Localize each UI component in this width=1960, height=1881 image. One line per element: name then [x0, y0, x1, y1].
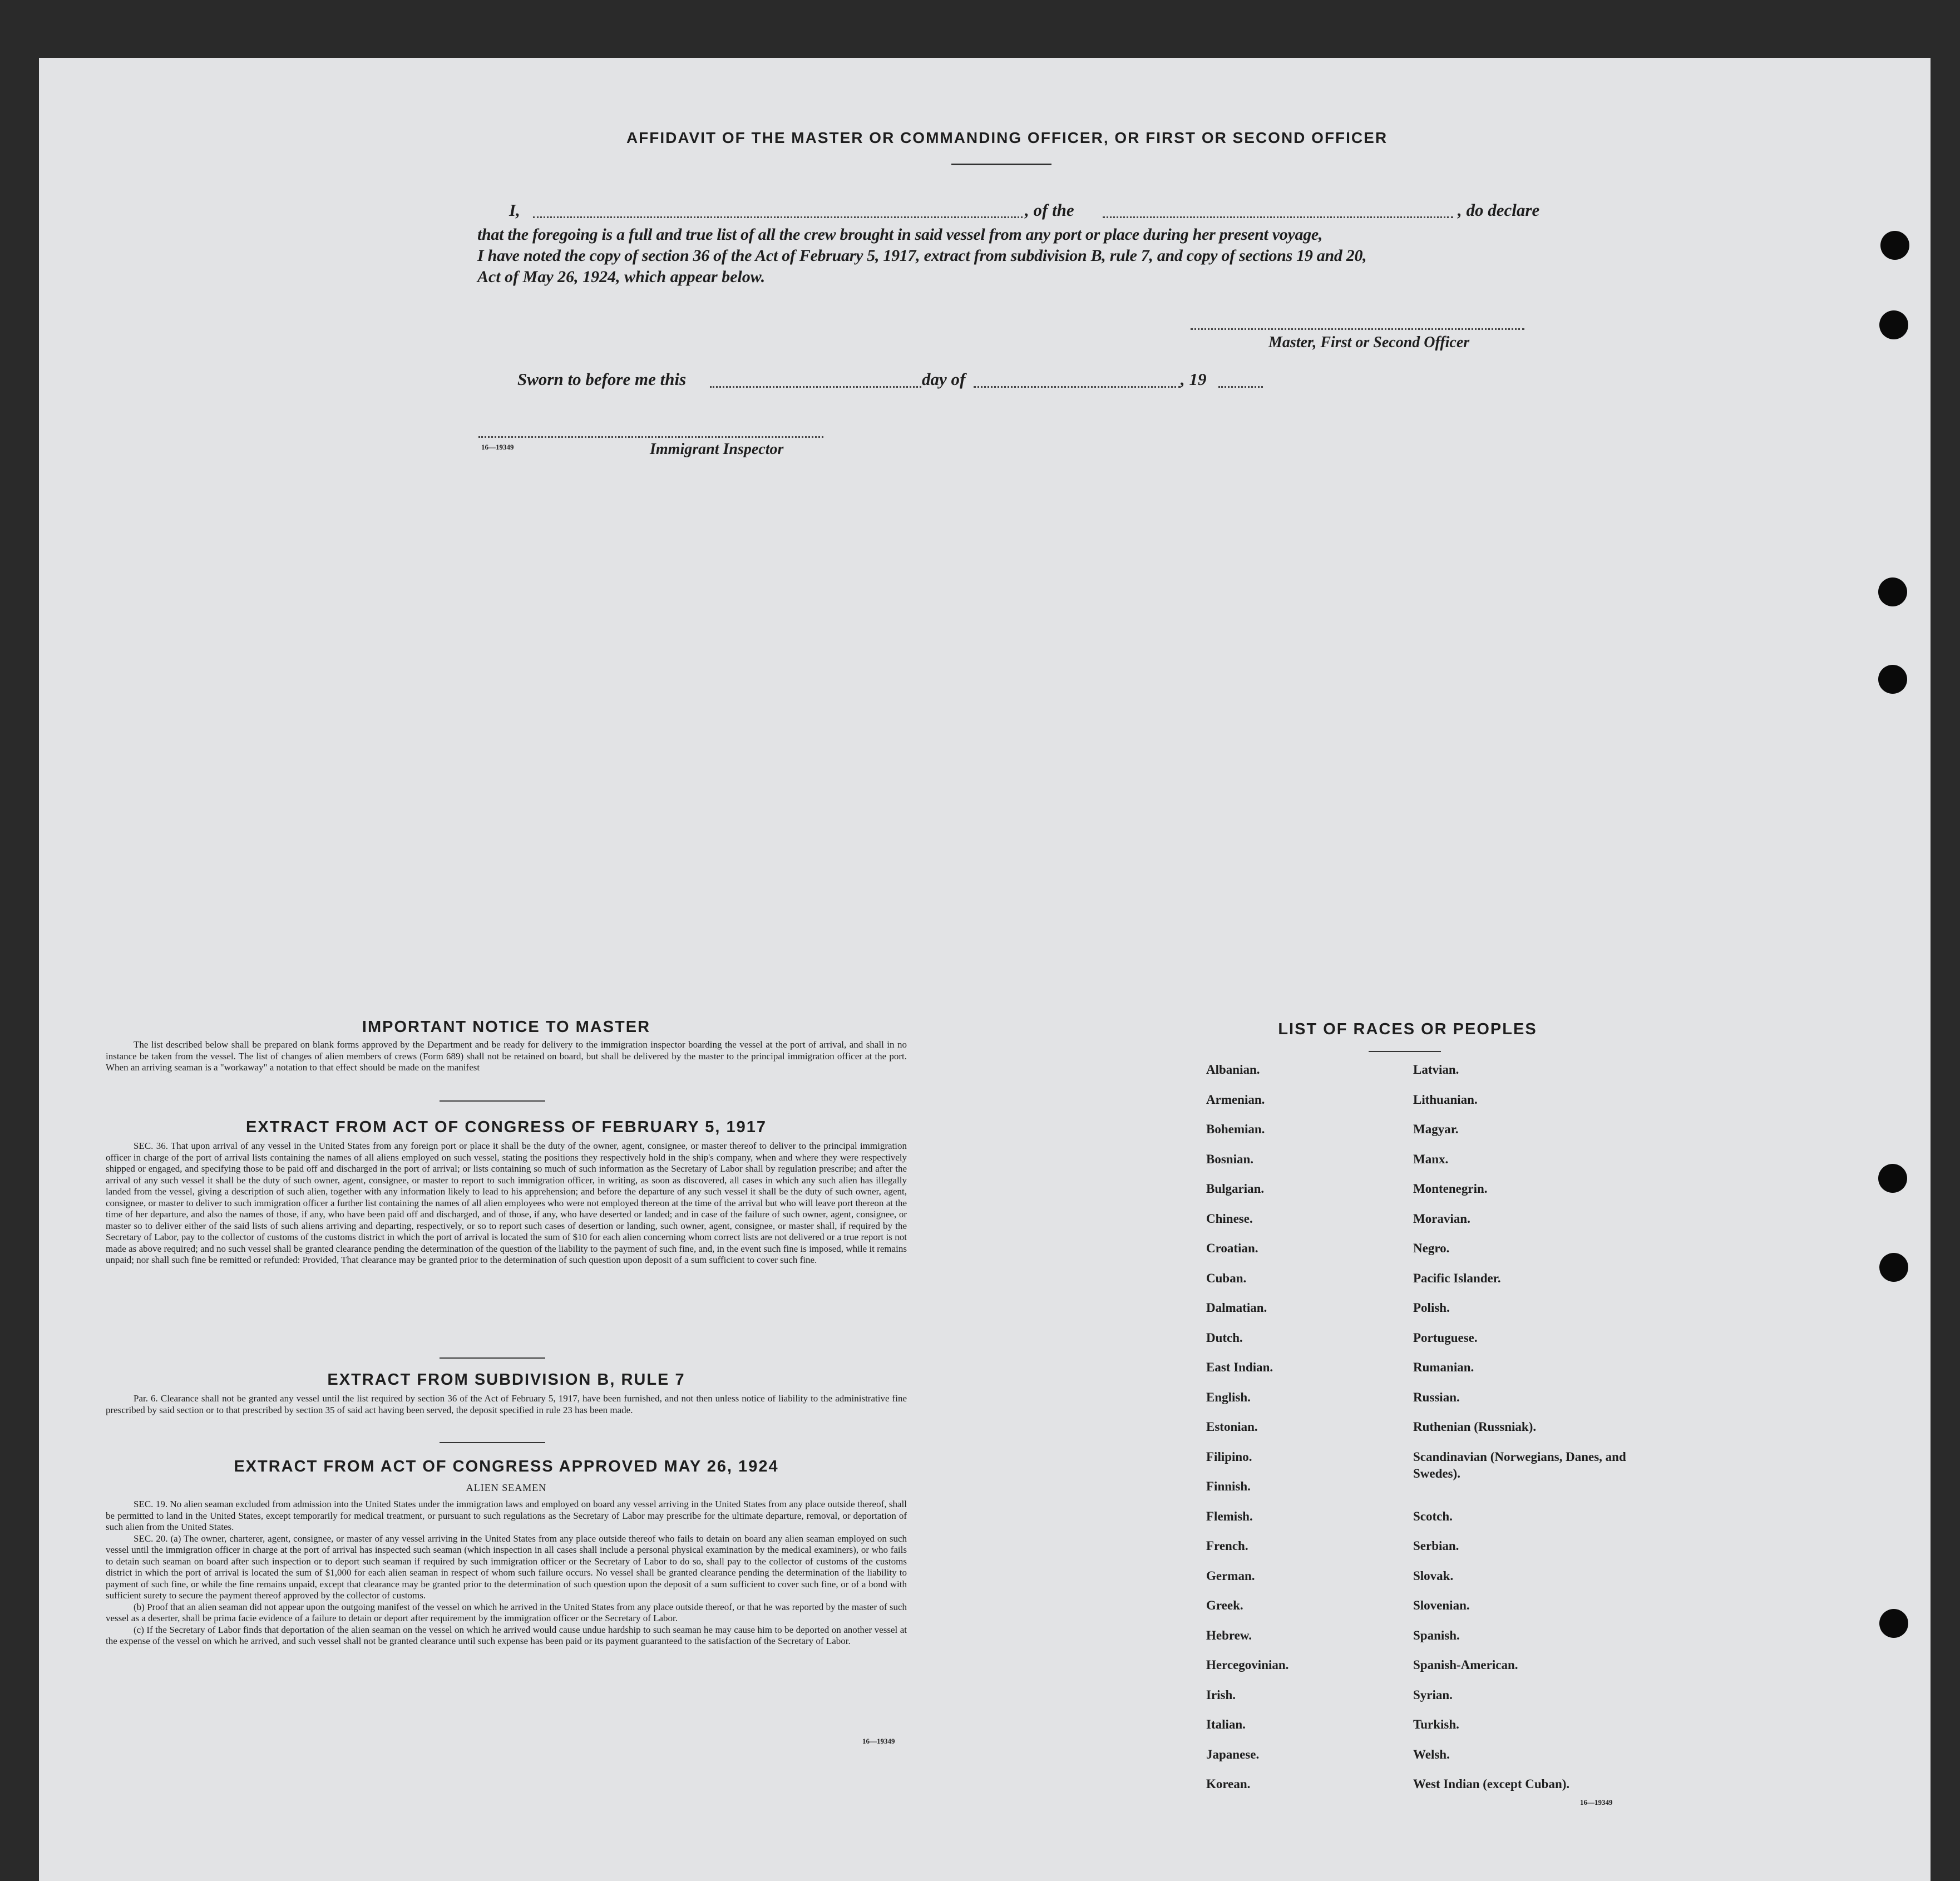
- title-rule: [951, 164, 1051, 165]
- race-item: Japanese.: [1206, 1747, 1260, 1761]
- vessel-name-field[interactable]: [1103, 216, 1453, 218]
- race-item: Pacific Islander.: [1413, 1271, 1501, 1285]
- race-item: Turkish.: [1413, 1717, 1459, 1731]
- race-item: Bosnian.: [1206, 1152, 1254, 1166]
- race-item: Flemish.: [1206, 1509, 1253, 1523]
- races-rule: [1369, 1051, 1441, 1052]
- race-item: Irish.: [1206, 1687, 1236, 1702]
- notice-body: [106, 1039, 907, 1074]
- binder-hole: [1878, 1164, 1907, 1193]
- sworn-year-field[interactable]: [1218, 386, 1263, 388]
- declaration-line-3: Act of May 26, 1924, which appear below.: [477, 268, 766, 286]
- race-item: Lithuanian.: [1413, 1092, 1478, 1107]
- notice-rule: [440, 1100, 545, 1102]
- races-right-column: [1413, 1062, 1647, 1806]
- notice-text: The list described below shall be prepared on blank forms approved by the Department and be ready for delivery to the immigration inspector boarding the vessel at the port of arrival, and shall in no instance be taken from the vessel. The list of changes of alien members of crews (Form 689) shall not be retained on board, but shall be delivered by the master to the principal immigration officer at the port. When an arriving seaman is a "workaway" a notation to that effect should be made on the manifest: [106, 1039, 907, 1073]
- inspector-label: Immigrant Inspector: [650, 441, 784, 458]
- extract-1917-rule: [440, 1357, 545, 1359]
- extract-1917-body: [106, 1141, 907, 1266]
- section-36-text: SEC. 36. That upon arrival of any vessel in the United States from any foreign port or place it shall be the duty of the owner, agent, consignee, or master thereof to deliver to the principal immigration officer in charge of the port of arrival lists containing the names of all aliens employed on such vessel, stating the positions they respectively hold in the ship's company, when and where they were respectively shipped or engaged, and specifying those to be paid off and discharged in the port of arrival; or lists containing so much of such information as the Secretary of Labor shall by regulation prescribe; and after the arrival of any such vessel it shall be the duty of such owner, agent, consignee, or master to report to such immigration officer, in writing, as soon as discovered, all cases in which any such alien has illegally landed from the vessel, giving a description of such alien, together with any information likely to lead to his apprehension; and before the departure of any such vessel it shall be the duty of such owner, agent, consignee, or master to deliver to such immigration officer a further list containing the names of all alien employees who were not employed thereon at the time of the arrival but who will leave port thereon at the time of her departure, and also the names of those, if any, who have been paid off and discharged, and of those, if any, who have deserted or landed; and in case of the failure of such owner, agent, consignee, or master so to deliver either of the said lists of such aliens arriving and departing, respectively, or so to report such cases of desertion or landing, such owner, agent, consignee, or master shall, if required by the Secretary of Labor, pay to the collector of customs of the customs district in which the port of arrival is located the sum of $10 for each alien concerning whom correct lists are not delivered or a true report is not made as above required; and no such vessel shall be granted clearance pending the determination of the question of the liability to the payment of such fine, and, in the event such fine is imposed, while it remains unpaid; nor shall such fine be remitted or refunded: Provided, That clearance may be granted prior to the determination of such question upon deposit of a sum sufficient to cover such fine.: [106, 1141, 907, 1265]
- affidavit-form-number: 16—19349: [481, 443, 514, 451]
- race-item: Negro.: [1413, 1241, 1450, 1255]
- race-item: Polish.: [1413, 1301, 1450, 1315]
- master-signature-field[interactable]: [1191, 328, 1524, 330]
- rule7-rule: [440, 1442, 545, 1443]
- notice-title: IMPORTANT NOTICE TO MASTER: [362, 1018, 651, 1036]
- binder-hole: [1878, 577, 1907, 606]
- master-signature-label: Master, First or Second Officer: [1268, 334, 1470, 351]
- race-item: Russian.: [1413, 1390, 1460, 1404]
- binder-hole: [1879, 1253, 1908, 1282]
- race-item: Hercegovinian.: [1206, 1658, 1289, 1672]
- inspector-signature-field[interactable]: [478, 436, 823, 438]
- race-item: Welsh.: [1413, 1747, 1450, 1761]
- race-item: Slovenian.: [1413, 1598, 1470, 1612]
- race-item: Manx.: [1413, 1152, 1449, 1166]
- race-item: Scandinavian (Norwegians, Danes, and Swedes).: [1413, 1449, 1626, 1480]
- binder-hole: [1878, 665, 1907, 694]
- section-20b-text: (b) Proof that an alien seaman did not appear upon the outgoing manifest of the vessel on which he arrived in the United States from any place outside thereof, or that he was reported by the master of such vessel as a deserter, shall be prima facie evidence of a failure to detain or deport after requirement by the immigration officer or the Secretary of Labor.: [106, 1601, 907, 1623]
- form-sheet: [39, 58, 1931, 1881]
- race-item: Bulgarian.: [1206, 1182, 1265, 1196]
- race-item: Italian.: [1206, 1717, 1246, 1731]
- race-item: Albanian.: [1206, 1063, 1260, 1077]
- races-form-number: 16—19349: [1580, 1798, 1613, 1806]
- race-item: Scotch.: [1413, 1509, 1453, 1523]
- race-item: Hebrew.: [1206, 1628, 1252, 1642]
- extract-1924-title: EXTRACT FROM ACT OF CONGRESS APPROVED MAY 26, 1924: [234, 1458, 779, 1475]
- sworn-label: Sworn to before me this: [517, 369, 687, 389]
- race-item: Dalmatian.: [1206, 1301, 1267, 1315]
- race-item: German.: [1206, 1568, 1255, 1583]
- rule7-title: EXTRACT FROM SUBDIVISION B, RULE 7: [327, 1371, 685, 1389]
- binder-hole: [1880, 231, 1909, 260]
- race-item: Armenian.: [1206, 1092, 1265, 1107]
- section-20a-text: SEC. 20. (a) The owner, charterer, agent, consignee, or master of any vessel arriving in the United States from any place outside thereof who fails to detain on board any alien seaman employed on such vessel until the immigration officer in charge at the port of arrival has inspected such seaman (which inspection in all cases shall include a personal physical examination by the medical examiners), or who fails to detain such seaman on board after such inspection or to deport such seaman if required by such immigration officer or the Secretary of Labor to do so, shall pay to the collector of customs of the customs district in which the port of arrival is located the sum of $1,000 for each alien seaman in respect of whom such failure occurs. No vessel shall be granted clearance pending the determination of the liability to payment of such fine, or while the fine remains unpaid, except that clearance may be granted prior to the determination of such question upon the deposit of a sum sufficient to cover such fine, or of a bond with sufficient surety to secure the payment thereof approved by the collector of customs.: [106, 1533, 907, 1601]
- extract-form-number: 16—19349: [862, 1737, 895, 1745]
- extract-1917-title: EXTRACT FROM ACT OF CONGRESS OF FEBRUARY 5, 1917: [245, 1118, 767, 1136]
- race-item: Filipino.: [1206, 1449, 1252, 1464]
- section-20c-text: (c) If the Secretary of Labor finds that deportation of the alien seaman on the vessel on which he arrived would cause undue hardship to such seaman he may cause him to be deported on another vessel at the expense of the vessel on which he arrived, and such vessel shall not be granted clearance until such expense has been paid or its payment guaranteed to the satisfaction of the Secretary of Labor.: [106, 1624, 907, 1646]
- race-item: Spanish.: [1413, 1628, 1460, 1642]
- races-left-column: [1206, 1062, 1373, 1806]
- binder-hole: [1879, 310, 1908, 339]
- race-item: Portuguese.: [1413, 1330, 1478, 1345]
- race-item: Montenegrin.: [1413, 1182, 1488, 1196]
- race-item: Dutch.: [1206, 1330, 1243, 1345]
- races-title: LIST OF RACES OR PEOPLES: [1278, 1020, 1537, 1038]
- race-item: Croatian.: [1206, 1241, 1258, 1255]
- affidavit-title: AFFIDAVIT OF THE MASTER OR COMMANDING OFFICER, OR FIRST OR SECOND OFFICER: [626, 129, 1388, 146]
- race-item: Ruthenian (Russniak).: [1413, 1420, 1537, 1434]
- binder-hole: [1879, 1609, 1908, 1638]
- race-item: [1413, 1478, 1647, 1508]
- rule7-body: [106, 1393, 907, 1416]
- race-item: Spanish-American.: [1413, 1658, 1518, 1672]
- declaration-line-1: that the foregoing is a full and true list of all the crew brought in said vessel from any port or place during her present voyage,: [477, 225, 1323, 244]
- race-item: Moravian.: [1413, 1211, 1470, 1226]
- race-item: Chinese.: [1206, 1211, 1253, 1226]
- paragraph-6-text: Par. 6. Clearance shall not be granted any vessel until the list required by section 36 of the Act of February 5, 1917, have been furnished, and not then unless notice of liability to the administrative fine prescribed by said section or to that prescribed by section 35 of said act having been served, the deposit specified in rule 23 has been made.: [106, 1393, 907, 1415]
- declarant-name-field[interactable]: [533, 216, 1023, 218]
- declarant-label: I,: [509, 200, 520, 220]
- year-prefix-label: , 19: [1181, 369, 1207, 389]
- race-item: Greek.: [1206, 1598, 1243, 1612]
- declaration-line-2: I have noted the copy of section 36 of the Act of February 5, 1917, extract from subdivision B, rule 7, and copy of sections 19 and 20,: [477, 246, 1367, 265]
- extract-1924-body: [106, 1499, 907, 1647]
- race-item: Bohemian.: [1206, 1122, 1265, 1136]
- race-item: Serbian.: [1413, 1539, 1459, 1553]
- day-of-label: day of: [922, 369, 966, 389]
- sworn-day-field[interactable]: [710, 386, 921, 388]
- race-item: Latvian.: [1413, 1063, 1459, 1077]
- section-19-text: SEC. 19. No alien seaman excluded from admission into the United States under the immigration laws and employed on board any vessel arriving in the United States from any place outside thereof, shall be permitted to land in the United States, except temporarily for medical treatment, or pursuant to such regulations as the Secretary of Labor may prescribe for the ultimate departure, removal, or deportation of such alien from the United States.: [106, 1499, 907, 1532]
- alien-seamen-subtitle: ALIEN SEAMEN: [466, 1482, 547, 1493]
- do-declare-label: , do declare: [1458, 200, 1540, 220]
- race-item: Cuban.: [1206, 1271, 1247, 1285]
- of-the-label: , of the: [1025, 200, 1074, 220]
- race-item: Syrian.: [1413, 1687, 1453, 1702]
- race-item: Finnish.: [1206, 1479, 1251, 1493]
- sworn-month-field[interactable]: [974, 386, 1181, 388]
- race-item: Estonian.: [1206, 1420, 1258, 1434]
- race-item: Korean.: [1206, 1777, 1251, 1791]
- race-item: French.: [1206, 1539, 1248, 1553]
- race-item: East Indian.: [1206, 1360, 1273, 1374]
- race-item: Magyar.: [1413, 1122, 1459, 1136]
- race-item: Rumanian.: [1413, 1360, 1474, 1374]
- race-item: Slovak.: [1413, 1568, 1454, 1583]
- race-item: West Indian (except Cuban).: [1413, 1777, 1570, 1791]
- race-item: English.: [1206, 1390, 1251, 1404]
